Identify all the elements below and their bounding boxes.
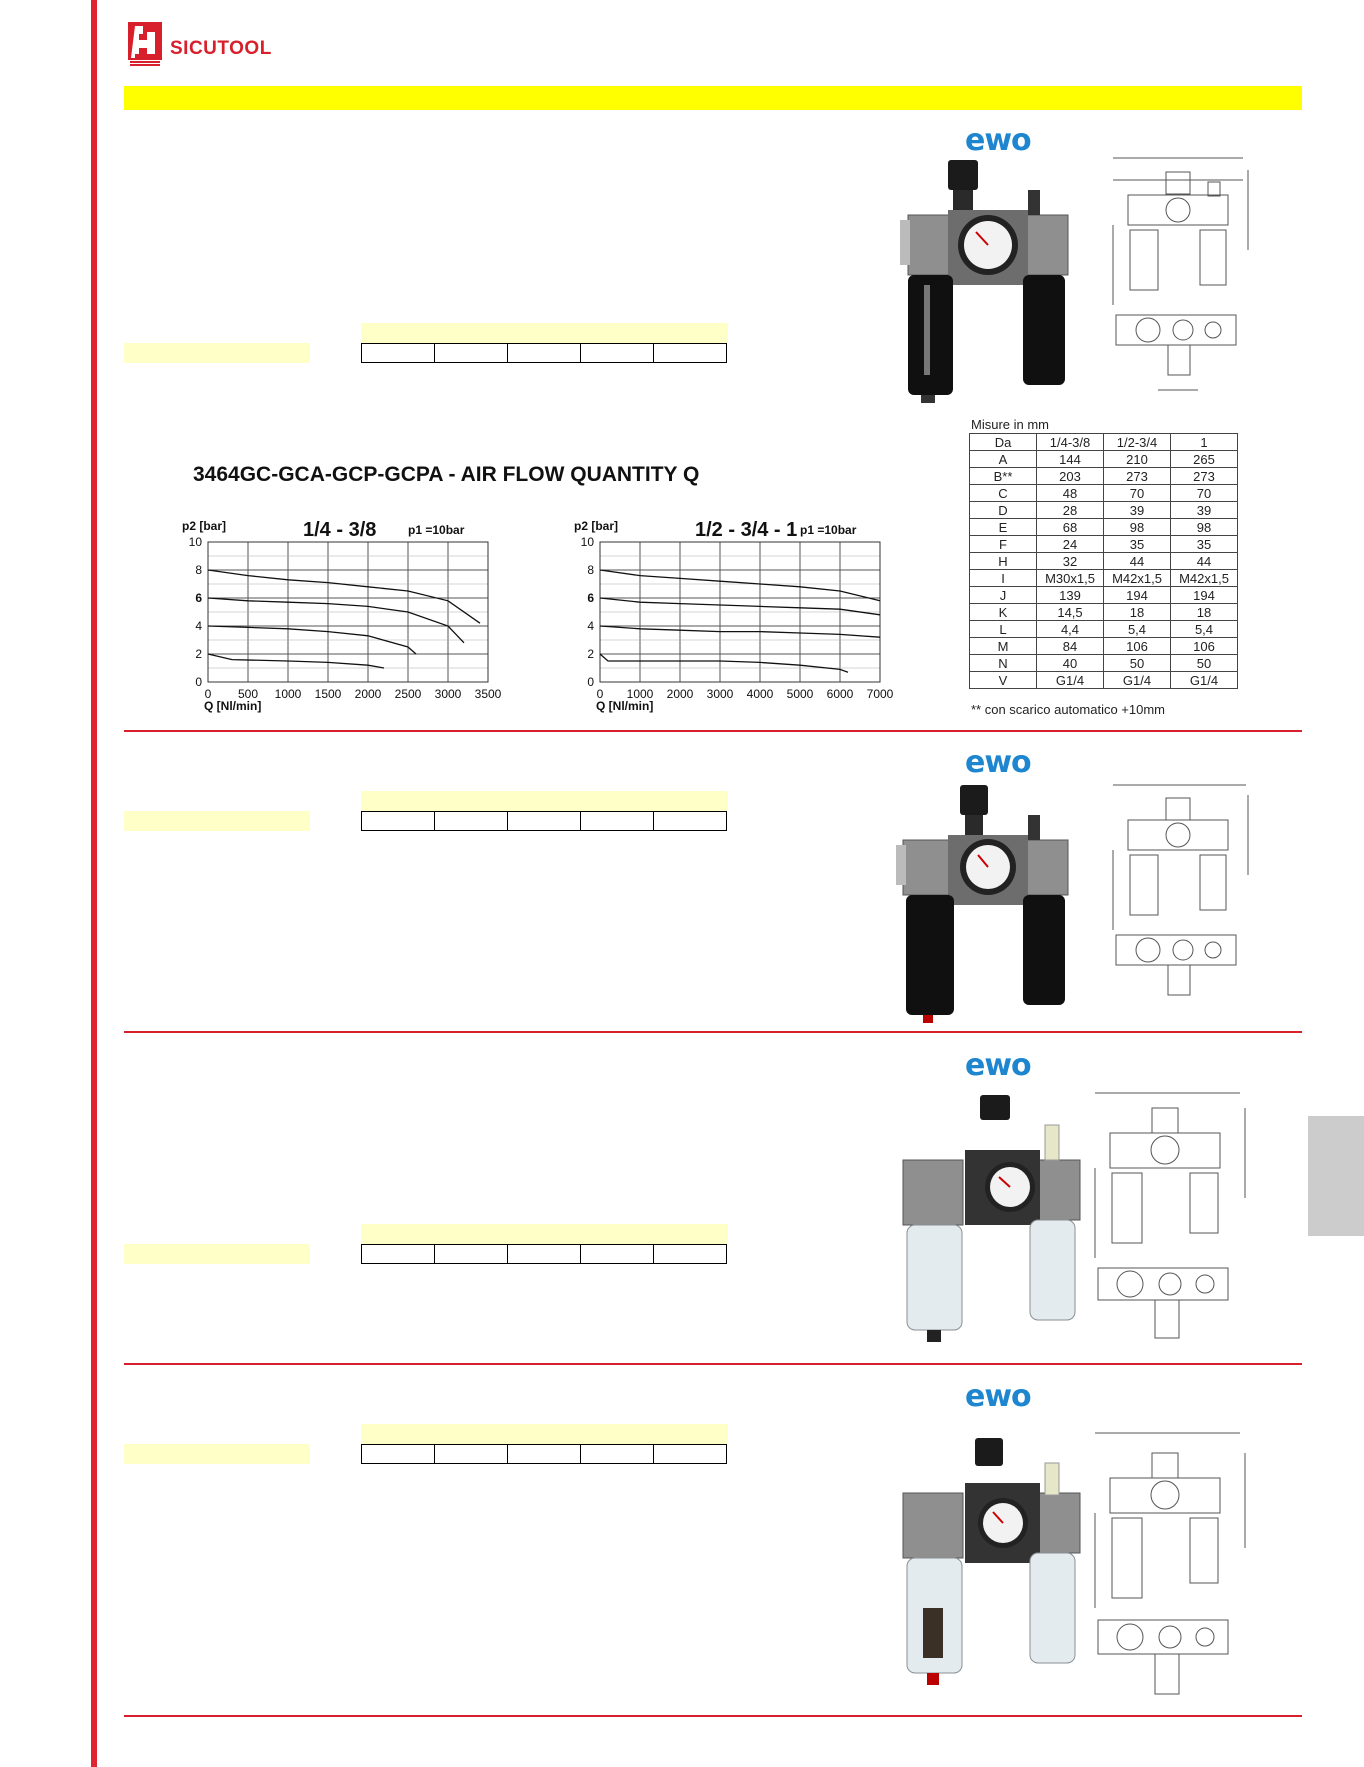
table-cell: J xyxy=(970,587,1037,604)
table-cell: 50 xyxy=(1171,655,1238,672)
table-row xyxy=(970,502,1238,519)
table-cell: E xyxy=(970,519,1037,536)
chart-series-line xyxy=(208,598,464,643)
table-cell: 5,4 xyxy=(1171,621,1238,638)
table-cell: 18 xyxy=(1171,604,1238,621)
brand-name: SICUTOOL xyxy=(170,38,272,59)
chart-x-tick-label: 3000 xyxy=(706,687,734,701)
chart-annotation: p1 =10bar xyxy=(800,523,857,537)
table-cell: 39 xyxy=(1171,502,1238,519)
chart-y-tick-label: 2 xyxy=(587,647,594,661)
table-cell: 28 xyxy=(1037,502,1104,519)
table-cell: 4,4 xyxy=(1037,621,1104,638)
chart-y-tick-label: 6 xyxy=(195,591,202,605)
order-code-table xyxy=(361,1244,727,1264)
chart-xlabel: Q [Nl/min] xyxy=(596,699,654,713)
chart-title: 1/2 - 3/4 - 1 xyxy=(695,519,798,541)
table-row xyxy=(970,468,1238,485)
chart-x-tick-label: 4000 xyxy=(746,687,774,701)
lubricator-bowl xyxy=(1023,895,1065,1005)
table-cell: 98 xyxy=(1171,519,1238,536)
chart-x-tick-label: 3000 xyxy=(434,687,462,701)
table-row xyxy=(970,587,1238,604)
technical-drawing xyxy=(1108,150,1258,395)
chart-ylabel: p2 [bar] xyxy=(574,519,619,533)
ewo-logo: ewo xyxy=(965,745,1031,780)
table-cell: 48 xyxy=(1037,485,1104,502)
page-margin-bar xyxy=(91,0,97,1767)
chart-y-tick-label: 10 xyxy=(188,535,202,549)
sicutool-logo-mark xyxy=(128,22,162,66)
table-cell: C xyxy=(970,485,1037,502)
table-cell: 84 xyxy=(1037,638,1104,655)
table-cell: 40 xyxy=(1037,655,1104,672)
code-label-cell xyxy=(124,1244,310,1264)
chart-x-tick-label: 1500 xyxy=(314,687,342,701)
order-code-table xyxy=(361,811,727,831)
chart-series-line xyxy=(600,626,880,637)
technical-drawing xyxy=(1090,1428,1255,1708)
flow-chart-large-sizes xyxy=(570,512,940,722)
table-cell: N xyxy=(970,655,1037,672)
technical-drawing xyxy=(1108,780,1258,1010)
chart-x-tick-label: 500 xyxy=(237,687,259,701)
chart-x-tick-label: 2000 xyxy=(354,687,382,701)
filter-bowl xyxy=(906,895,954,1015)
table-cell: 14,5 xyxy=(1037,604,1104,621)
table-cell: 106 xyxy=(1104,638,1171,655)
table-cell: 32 xyxy=(1037,553,1104,570)
chart-series-line xyxy=(600,570,880,601)
table-row xyxy=(970,553,1238,570)
chart-y-tick-label: 0 xyxy=(587,675,594,689)
code-label-cell xyxy=(124,1444,310,1464)
chapter-tab[interactable] xyxy=(1308,1116,1364,1236)
frl-unit-photo xyxy=(888,785,1088,1025)
dimensions-caption: Misure in mm xyxy=(971,417,1050,432)
table-header-band xyxy=(361,1424,728,1444)
flow-chart-small-sizes xyxy=(178,512,548,722)
table-cell: 194 xyxy=(1171,587,1238,604)
table-cell: 68 xyxy=(1037,519,1104,536)
table-row xyxy=(970,655,1238,672)
table-row xyxy=(362,1245,727,1264)
table-cell: F xyxy=(970,536,1037,553)
table-cell: I xyxy=(970,570,1037,587)
lubricator-bowl xyxy=(1030,1220,1075,1320)
chart-x-tick-label: 1000 xyxy=(626,687,654,701)
table-header-cell: 1/4-3/8 xyxy=(1037,434,1104,451)
table-cell: 35 xyxy=(1104,536,1171,553)
table-cell: L xyxy=(970,621,1037,638)
chart-y-tick-label: 10 xyxy=(580,535,594,549)
chart-series-line xyxy=(208,654,384,668)
table-cell: D xyxy=(970,502,1037,519)
chart-y-tick-label: 8 xyxy=(587,563,594,577)
table-row xyxy=(970,570,1238,587)
technical-drawing xyxy=(1090,1088,1255,1353)
table-row xyxy=(970,485,1238,502)
header-band xyxy=(124,86,1302,110)
chart-x-tick-label: 1000 xyxy=(274,687,302,701)
chart-xlabel: Q [Nl/min] xyxy=(204,699,262,713)
ewo-logo: ewo xyxy=(965,123,1031,158)
table-header-row xyxy=(970,434,1238,451)
flow-chart-heading: 3464GC-GCA-GCP-GCPA - AIR FLOW QUANTITY Q xyxy=(193,463,700,486)
chart-y-tick-label: 4 xyxy=(195,619,202,633)
chart-x-tick-label: 3500 xyxy=(474,687,502,701)
table-cell: A xyxy=(970,451,1037,468)
table-cell: M42x1,5 xyxy=(1104,570,1171,587)
filter-bowl xyxy=(907,1225,962,1330)
table-cell: 18 xyxy=(1104,604,1171,621)
chart-series-line xyxy=(600,598,880,615)
table-cell: M42x1,5 xyxy=(1171,570,1238,587)
section-divider xyxy=(124,730,1302,732)
table-cell: 265 xyxy=(1171,451,1238,468)
table-cell: 70 xyxy=(1104,485,1171,502)
table-row xyxy=(970,519,1238,536)
sicutool-logo xyxy=(128,22,162,66)
regulator-knob xyxy=(948,160,978,190)
section-divider xyxy=(124,1031,1302,1033)
chart-x-tick-label: 0 xyxy=(596,687,604,701)
table-cell: K xyxy=(970,604,1037,621)
frl-unit-photo xyxy=(895,1438,1095,1693)
table-cell: 44 xyxy=(1104,553,1171,570)
ewo-logo: ewo xyxy=(965,1048,1031,1083)
table-row xyxy=(970,536,1238,553)
chart-ylabel: p2 [bar] xyxy=(182,519,227,533)
table-cell: 50 xyxy=(1104,655,1171,672)
table-cell: B** xyxy=(970,468,1037,485)
table-cell: 203 xyxy=(1037,468,1104,485)
table-cell: V xyxy=(970,672,1037,689)
table-cell: G1/4 xyxy=(1037,672,1104,689)
frl-unit-photo xyxy=(888,160,1088,405)
dimensions-table xyxy=(969,433,1238,689)
chart-x-tick-label: 0 xyxy=(204,687,212,701)
order-code-table xyxy=(361,343,727,363)
lubricator-bowl xyxy=(1023,275,1065,385)
table-cell: 44 xyxy=(1171,553,1238,570)
table-cell: 106 xyxy=(1171,638,1238,655)
table-cell: H xyxy=(970,553,1037,570)
ewo-logo: ewo xyxy=(965,1379,1031,1414)
table-cell: 194 xyxy=(1104,587,1171,604)
table-header-cell: Da xyxy=(970,434,1037,451)
table-cell: 5,4 xyxy=(1104,621,1171,638)
table-cell: 39 xyxy=(1104,502,1171,519)
table-cell: 273 xyxy=(1104,468,1171,485)
chart-x-tick-label: 7000 xyxy=(866,687,894,701)
chart-x-tick-label: 2000 xyxy=(666,687,694,701)
table-cell: 139 xyxy=(1037,587,1104,604)
chart-annotation: p1 =10bar xyxy=(408,523,465,537)
table-cell: 70 xyxy=(1171,485,1238,502)
table-row xyxy=(362,344,727,363)
section-divider xyxy=(124,1715,1302,1717)
table-row xyxy=(970,638,1238,655)
chart-y-tick-label: 8 xyxy=(195,563,202,577)
dimensions-note: ** con scarico automatico +10mm xyxy=(971,702,1166,717)
table-row xyxy=(970,621,1238,638)
table-cell: G1/4 xyxy=(1104,672,1171,689)
chart-x-tick-label: 2500 xyxy=(394,687,422,701)
chart-y-tick-label: 4 xyxy=(587,619,594,633)
code-label-cell xyxy=(124,343,310,363)
table-cell: 98 xyxy=(1104,519,1171,536)
chart-y-tick-label: 0 xyxy=(195,675,202,689)
section-divider xyxy=(124,1363,1302,1365)
table-cell: G1/4 xyxy=(1171,672,1238,689)
table-cell: M xyxy=(970,638,1037,655)
table-cell: 24 xyxy=(1037,536,1104,553)
table-cell: 35 xyxy=(1171,536,1238,553)
table-cell: 210 xyxy=(1104,451,1171,468)
filter-bowl xyxy=(908,275,953,395)
table-row xyxy=(362,812,727,831)
table-header-band xyxy=(361,791,728,811)
code-label-cell xyxy=(124,811,310,831)
table-row xyxy=(970,672,1238,689)
chart-y-tick-label: 6 xyxy=(587,591,594,605)
table-cell: 144 xyxy=(1037,451,1104,468)
table-cell: 273 xyxy=(1171,468,1238,485)
chart-title: 1/4 - 3/8 xyxy=(303,519,377,541)
chart-series-line xyxy=(600,654,848,672)
table-row xyxy=(970,451,1238,468)
table-header-cell: 1 xyxy=(1171,434,1238,451)
order-code-table xyxy=(361,1444,727,1464)
lubricator-bowl xyxy=(1030,1553,1075,1663)
table-cell: M30x1,5 xyxy=(1037,570,1104,587)
table-header-band xyxy=(361,323,728,343)
chart-y-tick-label: 2 xyxy=(195,647,202,661)
table-row xyxy=(362,1445,727,1464)
chart-x-tick-label: 5000 xyxy=(786,687,814,701)
table-row xyxy=(970,604,1238,621)
table-header-cell: 1/2-3/4 xyxy=(1104,434,1171,451)
chart-x-tick-label: 6000 xyxy=(826,687,854,701)
chart-series-line xyxy=(208,570,480,623)
frl-unit-photo xyxy=(895,1095,1095,1350)
table-header-band xyxy=(361,1224,728,1244)
